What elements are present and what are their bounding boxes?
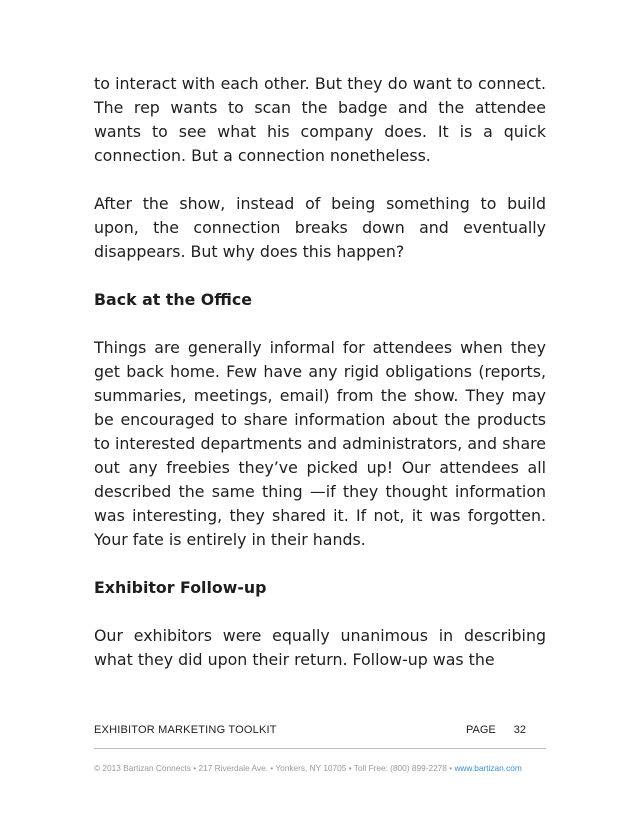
section-heading-back-at-office: Back at the Office	[94, 290, 252, 309]
footer-page-label: PAGE	[466, 724, 496, 736]
footer-document-title: EXHIBITOR MARKETING TOOLKIT	[94, 724, 277, 736]
section-heading-exhibitor-follow-up: Exhibitor Follow-up	[94, 578, 267, 597]
copyright-text: © 2013 Bartizan Connects • 217 Riverdale Ave. • Yonkers, NY 10705 • Toll Free: (800) 899-2278 •	[94, 763, 455, 773]
footer-divider	[94, 748, 546, 749]
website-link[interactable]: www.bartizan.com	[454, 763, 522, 773]
paragraph-4: Our exhibitors were equally unanimous in describing what they did upon their return. Follow-up was the	[94, 626, 546, 669]
footer-copyright	[94, 763, 546, 773]
paragraph-2: After the show, instead of being something to build upon, the connection breaks down and eventually disappears. But why does this happen?	[94, 194, 546, 261]
body-content	[94, 72, 546, 696]
footer-page-indicator	[466, 724, 526, 736]
footer-page-number: 32	[513, 724, 527, 736]
paragraph-1: to interact with each other. But they do want to connect. The rep wants to scan the badge and the attendee wants to see what his company does. It is a quick connection. But a connection nonetheless.	[94, 74, 546, 165]
paragraph-3: Things are generally informal for attendees when they get back home. Few have any rigid obligations (reports, summaries, meetings, email) from the show. They may be encouraged to share information about the products to interested departments and administrators, and share out any freebies they’ve picked up! Our attendees all described the same thing —if they thought information was interesting, they shared it. If not, it was forgotten. Your fate is entirely in their hands.	[94, 338, 546, 549]
